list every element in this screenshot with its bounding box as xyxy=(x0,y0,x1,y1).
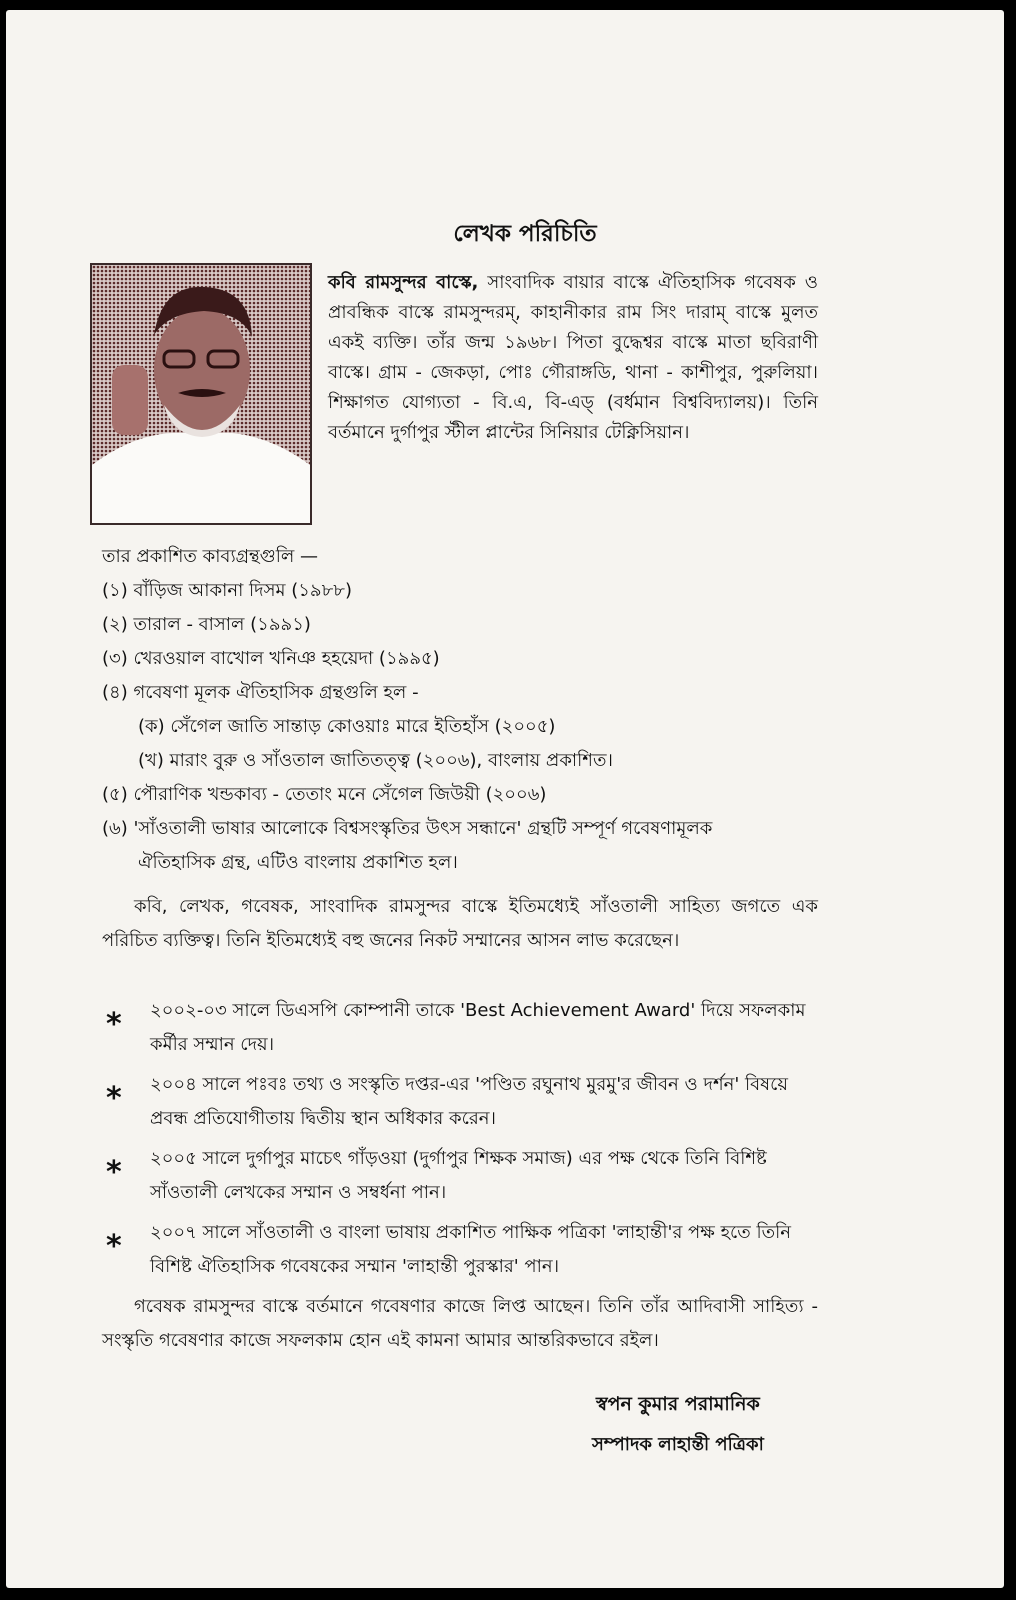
list-item: (৬) 'সাঁওতালী ভাষার আলোকে বিশ্বসংস্কৃতির উৎস সন্ধানে' গ্রন্থটি সম্পূর্ণ গবেষণামূলক xyxy=(102,818,713,839)
signature-name: স্বপন কুমার পরামানিক xyxy=(596,1393,760,1415)
award-item xyxy=(106,1216,822,1284)
asterisk-icon: * xyxy=(106,1007,122,1042)
award-item xyxy=(106,1142,822,1210)
award-item xyxy=(106,994,822,1062)
page-title: লেখক পরিচিতি xyxy=(453,221,597,247)
asterisk-icon: * xyxy=(106,1081,122,1116)
signature-role: সম্পাদক লাহান্তী পত্রিকা xyxy=(592,1434,764,1455)
asterisk-icon: * xyxy=(106,1155,122,1190)
award-text: ২০০৫ সালে দুর্গাপুর মাচেৎ গাঁড়ওয়া (দুর্গাপুর শিক্ষক সমাজ) এর পক্ষ থেকে তিনি বিশিষ্ট সাঁওতালী লেখকের সম্মান ও সম্বর্ধনা পান। xyxy=(150,1148,767,1203)
list-item: (১) বাঁড়িজ আকানা দিসম (১৯৮৮) xyxy=(102,580,352,601)
list-item: (খ) মারাং বুরু ও সাঁওতাল জাতিতত্ত্ব (২০০৬), বাংলায় প্রকাশিত। xyxy=(138,750,613,771)
book-page xyxy=(6,10,1004,1588)
author-photo xyxy=(90,263,312,525)
intro-lead: কবি রামসুন্দর বাস্কে, xyxy=(328,272,479,293)
award-text: ২০০২-০৩ সালে ডিএসপি কোম্পানী তাকে 'Best Achievement Award' দিয়ে সফলকাম কর্মীর সম্মান দেয়। xyxy=(150,1000,806,1055)
award-item xyxy=(106,1068,822,1136)
list-item: (৩) খেরওয়াল বাখোল খনিঞ হহয়েদা (১৯৯৫) xyxy=(102,648,440,669)
list-item: (ক) সেঁগেল জাতি সান্তাড় কোওয়াঃ মারে ইতিহাঁস (২০০৫) xyxy=(138,716,556,737)
books-list xyxy=(102,540,822,880)
books-heading: তার প্রকাশিত কাব্যগ্রন্থগুলি — xyxy=(102,546,319,567)
author-intro xyxy=(328,268,818,448)
asterisk-icon: * xyxy=(106,1229,122,1264)
list-item: (৫) পৌরাণিক খন্ডকাব্য - তেতাং মনে সেঁগেল জিউয়ী (২০০৬) xyxy=(102,784,547,805)
author-portrait-icon xyxy=(92,265,310,523)
award-text: ২০০৭ সালে সাঁওতালী ও বাংলা ভাষায় প্রকাশিত পাক্ষিক পত্রিকা 'লাহান্তী'র পক্ষ হতে তিনি বিশিষ্ট ঐতিহাসিক গবেষকের সম্মান 'লাহান্তী পুরস্কার' পান। xyxy=(150,1222,792,1277)
summary-paragraph: কবি, লেখক, গবেষক, সাংবাদিক রামসুন্দর বাস্কে ইতিমধ্যেই সাঁওতালী সাহিত্য জগতে এক পরিচিত ব্যক্তিত্ব। তিনি ইতিমধ্যেই বহু জনের নিকট সম্মানের আসন লাভ করেছেন। xyxy=(102,896,818,951)
closing-paragraph: গবেষক রামসুন্দর বাস্কে বর্তমানে গবেষণার কাজে লিপ্ত আছেন। তিনি তাঁর আদিবাসী সাহিত্য - সংস্কৃতি গবেষণার কাজে সফলকাম হোন এই কামনা আমার আন্তরিকভাবে রইল। xyxy=(102,1296,818,1351)
list-item: (৪) গবেষণা মূলক ঐতিহাসিক গ্রন্থগুলি হল - xyxy=(102,682,419,703)
award-text: ২০০৪ সালে পঃবঃ তথ্য ও সংস্কৃতি দপ্তর-এর 'পণ্ডিত রঘুনাথ মুরমু'র জীবন ও দর্শন' বিষয়ে প্রবন্ধ প্রতিযোগীতায় দ্বিতীয় স্থান অধিকার করেন। xyxy=(150,1074,788,1129)
list-item: (২) তারাল - বাসাল (১৯৯১) xyxy=(102,614,311,635)
list-item: ঐতিহাসিক গ্রন্থ, এটিও বাংলায় প্রকাশিত হল। xyxy=(138,852,458,873)
intro-text: সাংবাদিক বায়ার বাস্কে ঐতিহাসিক গবেষক ও প্রাবন্ধিক বাস্কে রামসুন্দরম্, কাহানীকার রাম সিং দারাম্ বাস্কে মুলত একই ব্যক্তি। তাঁর জন্ম ১৯৬৮। পিতা বুদ্ধেশ্বর বাস্কে মাতা ছবিরাণী বাস্কে। গ্রাম - জেকড়া, পোঃ গৌরাঙ্গডি, থানা - কাশীপুর, পুরুলিয়া। শিক্ষাগত যোগ্যতা - বি.এ, বি-এড্ (বর্ধমান বিশ্ববিদ্যালয়)। তিনি বর্তমানে দুর্গাপুর স্টীল প্লান্টের সিনিয়ার টেক্নিসিয়ান। xyxy=(328,272,818,443)
